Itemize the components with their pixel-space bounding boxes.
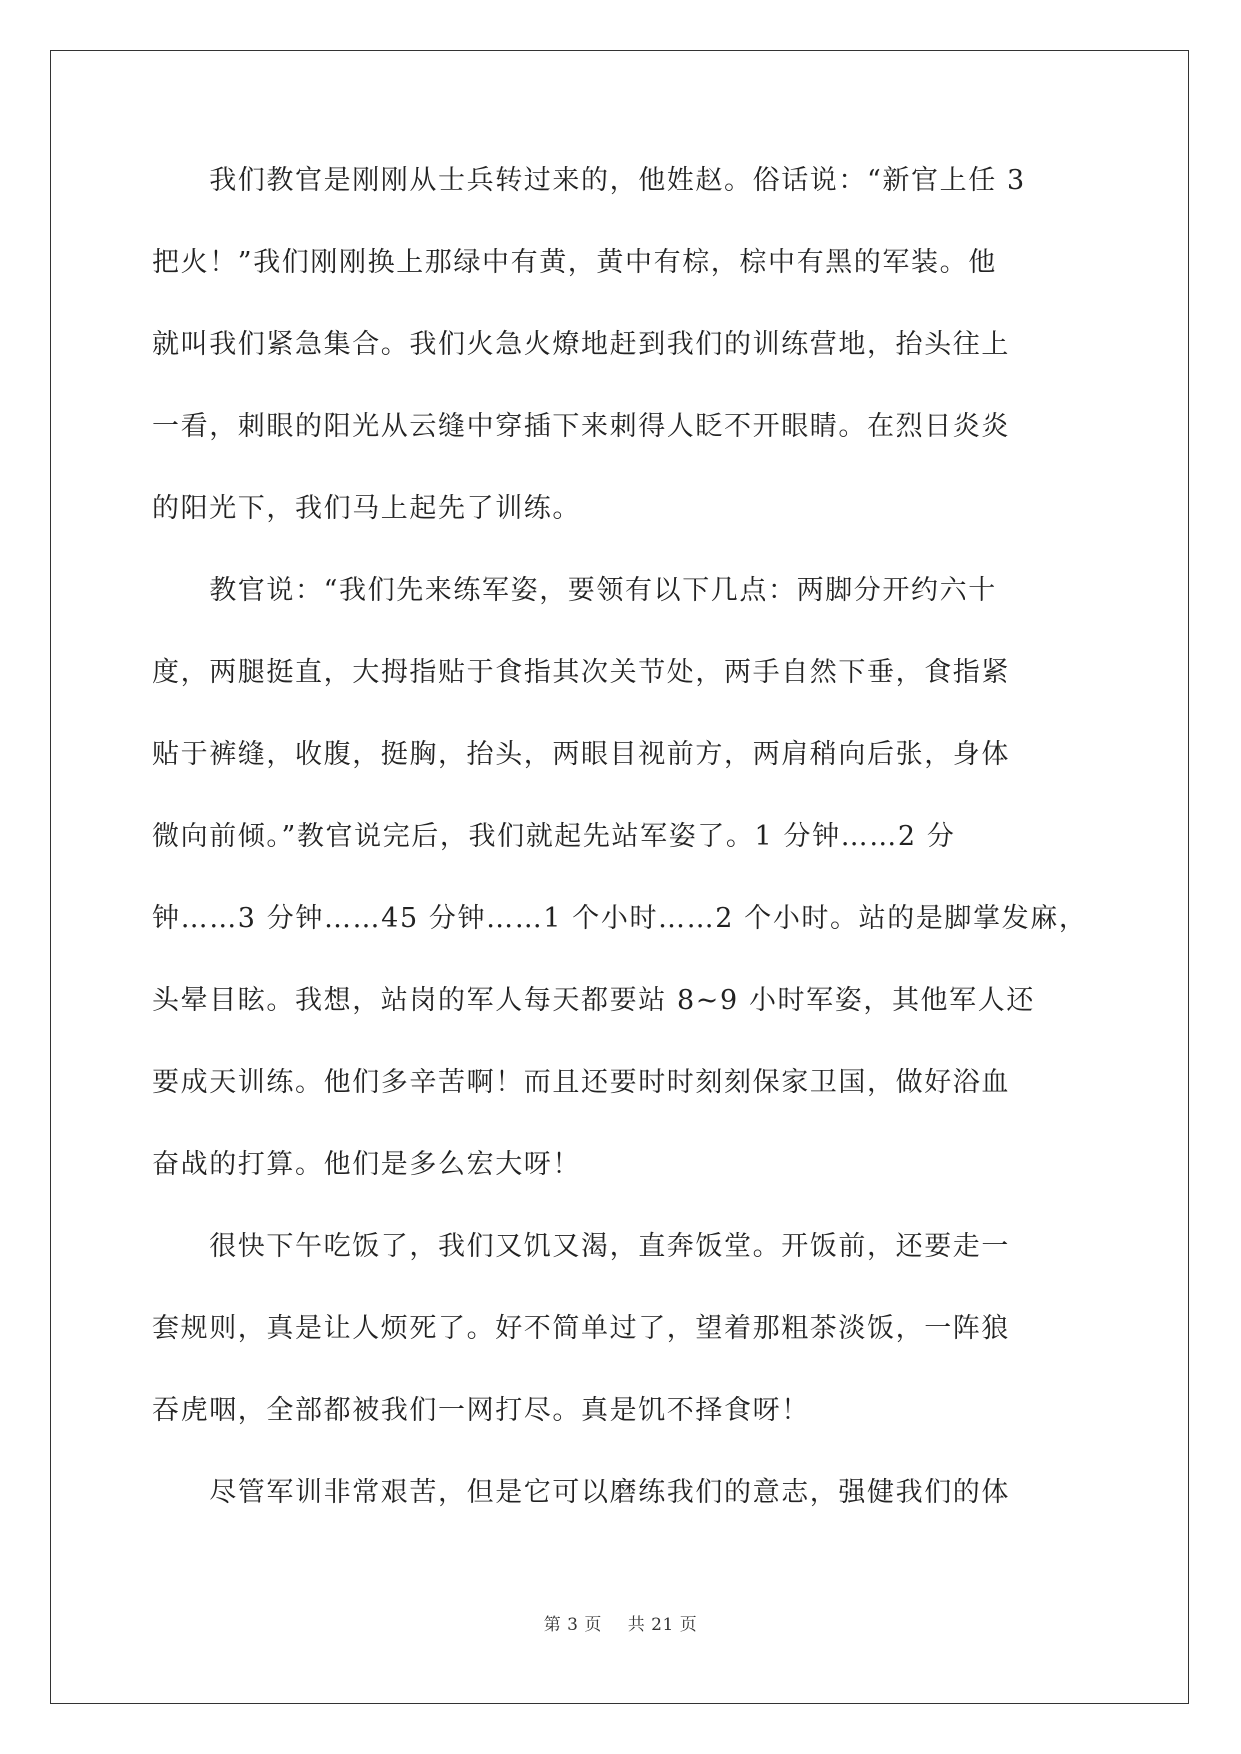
text-line: 就叫我们紧急集合。我们火急火燎地赶到我们的训练营地，抬头往上 <box>152 329 1010 360</box>
text-line: 吞虎咽，全部都被我们一网打尽。真是饥不择食呀！ <box>152 1395 810 1426</box>
text-line: 微向前倾。”教官说完后，我们就起先站军姿了。1 分钟……2 分 <box>152 821 956 852</box>
text-line: 奋战的打算。他们是多么宏大呀！ <box>152 1149 581 1180</box>
text-line: 把火！”我们刚刚换上那绿中有黄，黄中有棕，棕中有黑的军装。他 <box>152 247 997 278</box>
page-footer <box>0 1610 1241 1635</box>
text-line: 尽管军训非常艰苦，但是它可以磨练我们的意志，强健我们的体 <box>152 1477 1010 1508</box>
text-line: 一看，刺眼的阳光从云缝中穿插下来刺得人眨不开眼睛。在烈日炎炎 <box>152 411 1010 442</box>
page-total: 共 21 页 <box>627 1615 698 1635</box>
document-body <box>152 160 1089 1554</box>
page-number: 第 3 页 <box>543 1615 602 1635</box>
text-line: 教官说：“我们先来练军姿，要领有以下几点：两脚分开约六十 <box>152 575 997 606</box>
text-line: 钟……3 分钟……45 分钟……1 个小时……2 个小时。站的是脚掌发麻， <box>152 903 1088 934</box>
text-line: 贴于裤缝，收腹，挺胸，抬头，两眼目视前方，两肩稍向后张，身体 <box>152 739 1010 770</box>
text-line: 很快下午吃饭了，我们又饥又渴，直奔饭堂。开饭前，还要走一 <box>152 1231 1010 1262</box>
text-line: 头晕目眩。我想，站岗的军人每天都要站 8~9 小时军姿，其他军人还 <box>152 985 1035 1016</box>
text-line: 的阳光下，我们马上起先了训练。 <box>152 493 581 524</box>
text-line: 要成天训练。他们多辛苦啊！而且还要时时刻刻保家卫国，做好浴血 <box>152 1067 1010 1098</box>
text-line: 我们教官是刚刚从士兵转过来的，他姓赵。俗话说：“新官上任 3 <box>152 165 1026 196</box>
text-line: 套规则，真是让人烦死了。好不简单过了，望着那粗茶淡饭，一阵狼 <box>152 1313 1010 1344</box>
text-line: 度，两腿挺直，大拇指贴于食指其次关节处，两手自然下垂，食指紧 <box>152 657 1010 688</box>
